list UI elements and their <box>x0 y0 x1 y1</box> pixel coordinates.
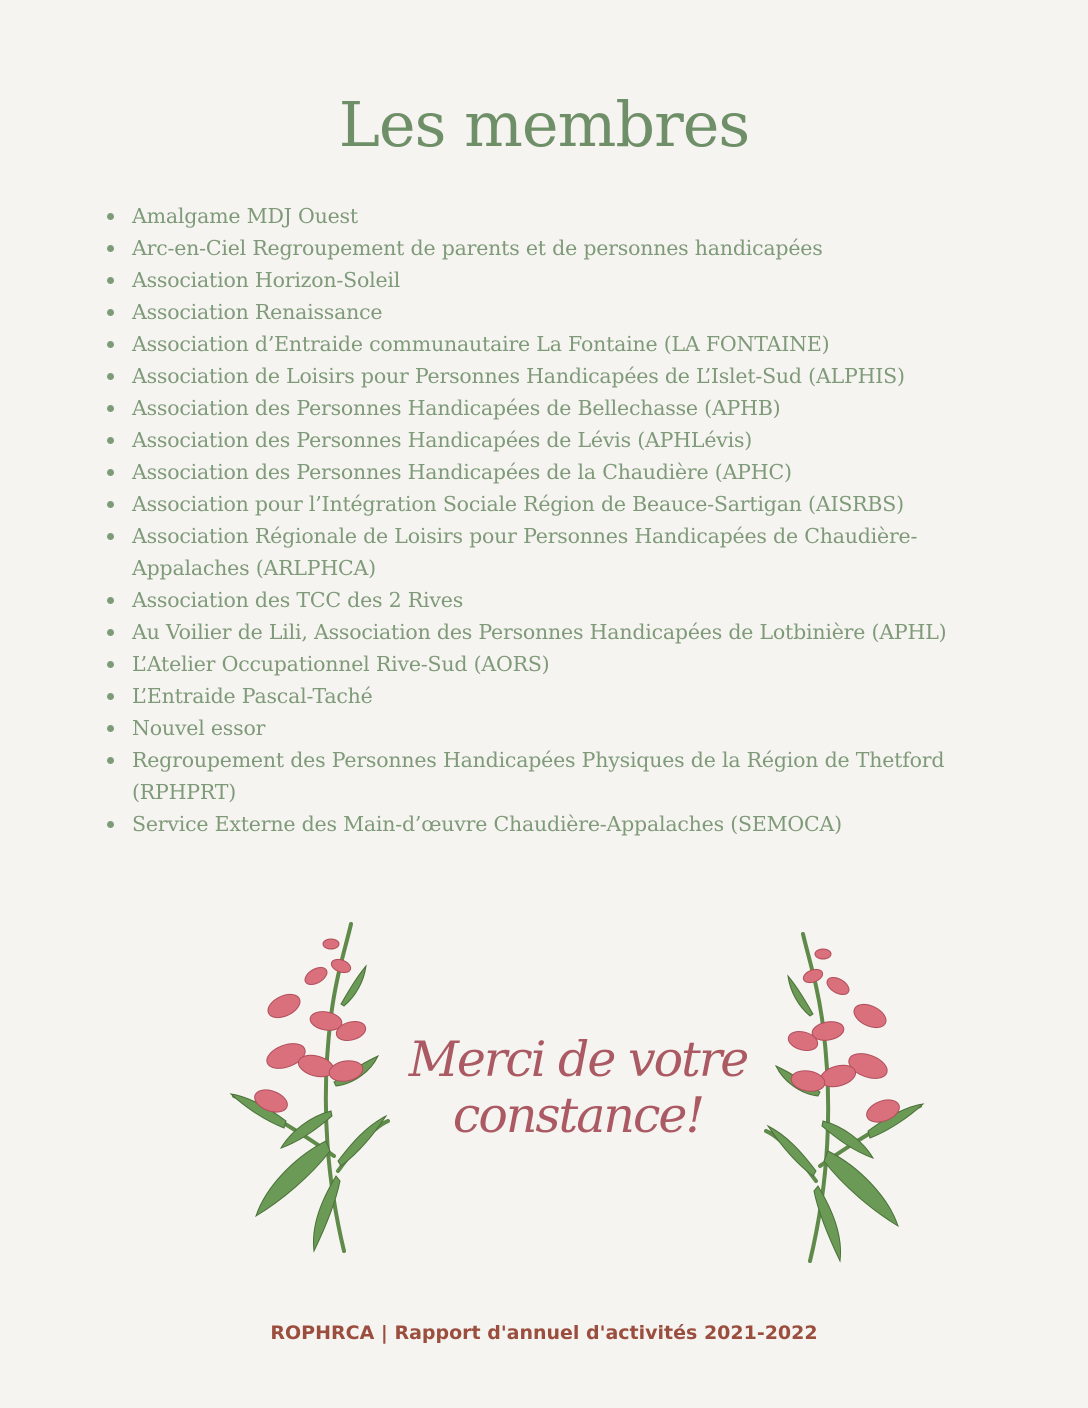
page-footer: ROPHRCA | Rapport d'annuel d'activités 2021-2022 <box>270 1322 818 1344</box>
list-item: Association Régionale de Loisirs pour Personnes Handicapées de Chaudière-Appalaches (ARLPHCA) <box>132 520 962 584</box>
flower-sprig-icon <box>758 926 928 1276</box>
thank-you-line-1: Merci de votre <box>408 1031 748 1088</box>
list-item: Arc-en-Ciel Regroupement de parents et de personnes handicapées <box>132 232 962 264</box>
thank-you-line-2: constance! <box>452 1087 704 1144</box>
page-title: Les membres <box>338 88 750 161</box>
list-item: Service Externe des Main-d’œuvre Chaudière-Appalaches (SEMOCA) <box>132 808 962 840</box>
list-item: Association des TCC des 2 Rives <box>132 584 962 616</box>
list-item: Association de Loisirs pour Personnes Handicapées de L’Islet-Sud (ALPHIS) <box>132 360 962 392</box>
list-item: Association Horizon-Soleil <box>132 264 962 296</box>
list-item: Au Voilier de Lili, Association des Personnes Handicapées de Lotbinière (APHL) <box>132 616 962 648</box>
list-item: Association d’Entraide communautaire La Fontaine (LA FONTAINE) <box>132 328 962 360</box>
list-item: L’Atelier Occupationnel Rive-Sud (AORS) <box>132 648 962 680</box>
list-item: Association des Personnes Handicapées de la Chaudière (APHC) <box>132 456 962 488</box>
list-item: Amalgame MDJ Ouest <box>132 200 962 232</box>
list-item: L’Entraide Pascal-Taché <box>132 680 962 712</box>
list-item: Nouvel essor <box>132 712 962 744</box>
thank-you-message <box>400 1032 756 1144</box>
list-item: Association des Personnes Handicapées de Bellechasse (APHB) <box>132 392 962 424</box>
list-item: Association pour l’Intégration Sociale Région de Beauce-Sartigan (AISRBS) <box>132 488 962 520</box>
list-item: Association des Personnes Handicapées de Lévis (APHLévis) <box>132 424 962 456</box>
member-list <box>132 200 962 840</box>
list-item: Regroupement des Personnes Handicapées Physiques de la Région de Thetford (RPHPRT) <box>132 744 962 808</box>
flower-sprig-icon <box>226 916 396 1266</box>
list-item: Association Renaissance <box>132 296 962 328</box>
